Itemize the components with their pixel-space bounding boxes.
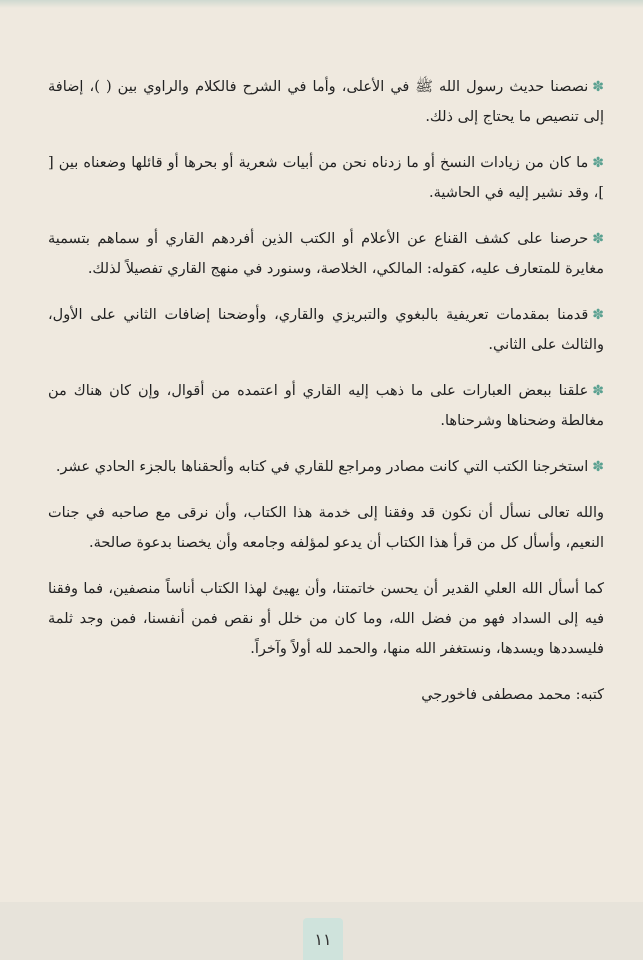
paragraph-3 <box>48 224 604 284</box>
flower-bullet-icon: ✽ <box>592 231 604 247</box>
page-top-edge <box>0 0 643 8</box>
page-body <box>48 72 604 710</box>
flower-bullet-icon: ✽ <box>592 459 604 475</box>
paragraph-text: علقنا ببعض العبارات على ما ذهب إليه القاري أو اعتمده من أقوال، وإن كان هناك من مغالطة وضحناها وشرحناها. <box>48 383 604 429</box>
paragraph-2 <box>48 148 604 208</box>
paragraph-6 <box>48 452 604 482</box>
page-number: ١١ <box>303 918 343 960</box>
paragraph-5 <box>48 376 604 436</box>
flower-bullet-icon: ✽ <box>592 307 604 323</box>
flower-bullet-icon: ✽ <box>592 383 604 399</box>
paragraph-text: ما كان من زيادات النسخ أو ما زدناه نحن من أبيات شعرية أو بحرها أو قائلها وضعناه بين [ ]، وقد نشير إليه في الحاشية. <box>48 155 604 201</box>
flower-bullet-icon: ✽ <box>592 79 604 95</box>
paragraph-text: استخرجنا الكتب التي كانت مصادر ومراجع للقاري في كتابه وألحقناها بالجزء الحادي عشر. <box>55 459 589 475</box>
flower-bullet-icon: ✽ <box>592 155 604 171</box>
paragraph-4 <box>48 300 604 360</box>
paragraph-text: والله تعالى نسأل أن نكون قد وفقنا إلى خدمة هذا الكتاب، وأن نرقى مع صاحبه في جنات النعيم، وأسأل كل من قرأ هذا الكتاب أن يدعو لمؤلفه وجامعه وأن يخصنا بدعوة صالحة. <box>48 505 604 551</box>
paragraph-text: كما أسأل الله العلي القدير أن يحسن خاتمتنا، وأن يهيئ لهذا الكتاب أناساً منصفين، فما وفقنا فيه إلى السداد فهو من فضل الله، وما كان من خلل أو نقص فمن أنفسنا، فمن وجد ثلمة فليسددها ويسدها، ونستغفر الله منها، والحمد لله أولاً وآخراً. <box>48 581 604 657</box>
author-signature: كتبه: محمد مصطفى فاخورجي <box>421 687 604 703</box>
paragraph-text: قدمنا بمقدمات تعريفية بالبغوي والتبريزي والقاري، وأوضحنا إضافات الثاني على الأول، والثالث على الثاني. <box>48 307 604 353</box>
paragraph-8 <box>48 574 604 664</box>
paragraph-1 <box>48 72 604 132</box>
paragraph-text: حرصنا على كشف القناع عن الأعلام أو الكتب الذين أفردهم القاري أو سماهم بتسمية مغايرة للمتعارف عليه، كقوله: المالكي، الخلاصة، وسنورد في منهج القاري تفصيلاً لذلك. <box>48 231 604 277</box>
paragraph-7 <box>48 498 604 558</box>
paragraph-text: نصصنا حديث رسول الله ﷺ في الأعلى، وأما في الشرح فالكلام والراوي بين ( )، إضافة إلى تنصيص ما يحتاج إلى ذلك. <box>48 79 604 125</box>
